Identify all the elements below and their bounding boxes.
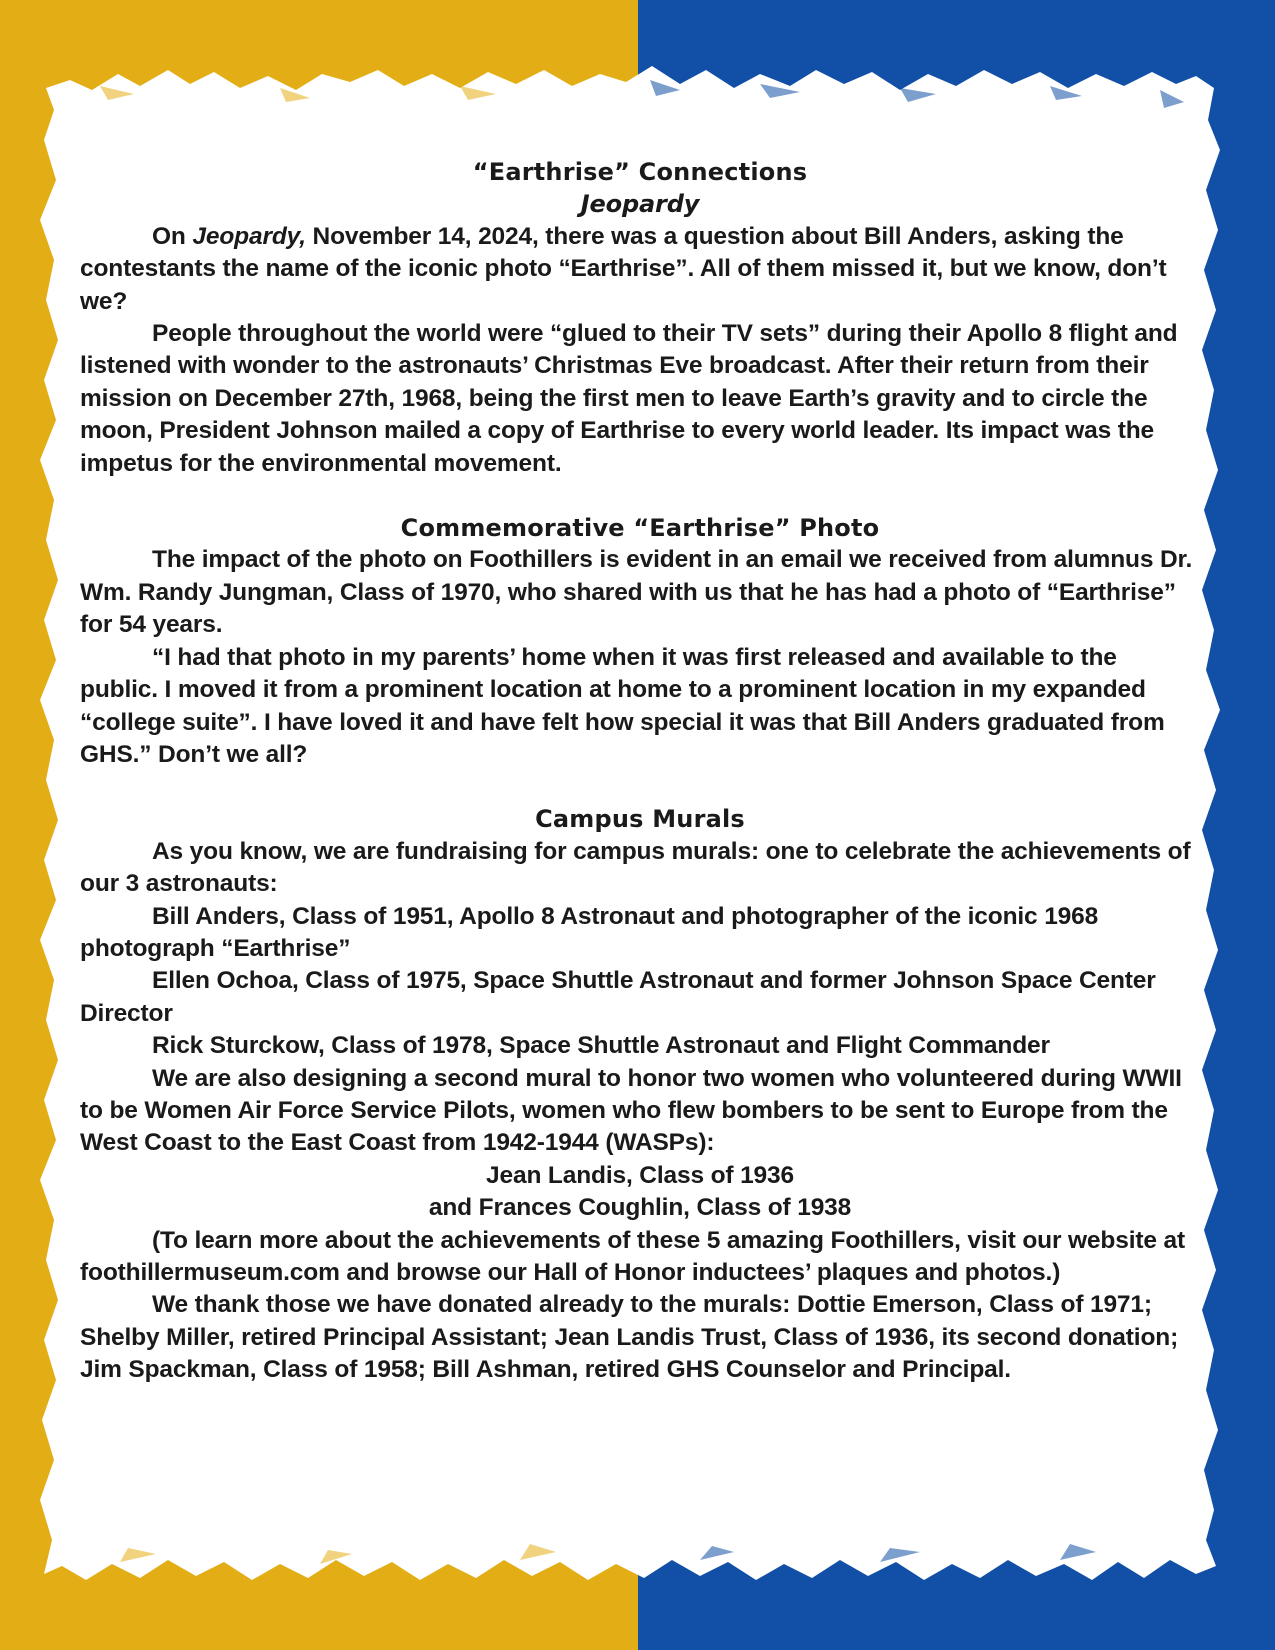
paragraph-wasps-mural: We are also designing a second mural to honor two women who volunteered during WWII to be Women Air Force Service Pilots, women who flew bombers to be sent to Europe from the West Coast to the East Coast from 1942-1944 (WASPs):	[80, 1064, 1182, 1157]
paragraph-donor-thanks: We thank those we have donated already to the murals: Dottie Emerson, Class of 1971; Shelby Miller, retired Principal Assistant; Jean Landis Trust, Class of 1936, its second donation; Jim Spackman, Class of 1958; Bill Ashman, retired GHS Counselor and Principal.	[80, 1291, 1179, 1384]
paragraph-text: On	[152, 222, 193, 250]
section-subtitle-jeopardy: Jeopardy	[580, 190, 700, 219]
newsletter-article	[80, 156, 1200, 1387]
section-title-campus-murals: Campus Murals	[535, 805, 745, 834]
paragraph-murals-intro: As you know, we are fundraising for campus murals: one to celebrate the achievements of our 3 astronauts:	[80, 837, 1191, 898]
paragraph-jungman-email: The impact of the photo on Foothillers is evident in an email we received from alumnus Dr. Wm. Randy Jungman, Class of 1970, who shared with us that he has had a photo of “Earthrise” for 54 years.	[80, 546, 1193, 639]
astronaut-item: Rick Sturckow, Class of 1978, Space Shuttle Astronaut and Flight Commander	[152, 1032, 1050, 1060]
paragraph-text: November 14, 2024, there was a question about Bill Anders, asking the contestants the name of the iconic photo “Earthrise”. All of them missed it, but we know, don’t we?	[80, 222, 1167, 315]
astronaut-item: Bill Anders, Class of 1951, Apollo 8 Astronaut and photographer of the iconic 1968 photograph “Earthrise”	[80, 902, 1099, 962]
section-title-earthrise-connections: “Earthrise” Connections	[472, 158, 808, 186]
paragraph-jeopardy-question	[80, 221, 1200, 318]
wasp-item: Jean Landis, Class of 1936	[486, 1161, 794, 1189]
show-title-italic: Jeopardy,	[192, 222, 306, 250]
paragraph-apollo-8-broadcast: People throughout the world were “glued to their TV sets” during their Apollo 8 flight and listened with wonder to the astronauts’ Christmas Eve broadcast. After their return from their mission on December 27th, 1968, being the first men to leave Earth’s gravity and to circle the moon, President Johnson mailed a copy of Earthrise to every world leader. Its impact was the impetus for the environmental movement.	[80, 320, 1178, 477]
paragraph-learn-more: (To learn more about the achievements of these 5 amazing Foothillers, visit our website at foothillermuseum.com and browse our Hall of Honor inductees’ plaques and photos.)	[80, 1226, 1185, 1286]
astronaut-item: Ellen Ochoa, Class of 1975, Space Shuttle Astronaut and former Johnson Space Center Director	[80, 967, 1156, 1027]
wasp-item: and Frances Coughlin, Class of 1938	[428, 1194, 852, 1222]
paragraph-jungman-quote: “I had that photo in my parents’ home when it was first released and available to the public. I moved it from a prominent location at home to a prominent location in my expanded “college suite”. I have loved it and have felt how special it was that Bill Anders graduated from GHS.” Don’t we all?	[80, 643, 1165, 768]
section-title-commemorative-photo: Commemorative “Earthrise” Photo	[400, 514, 880, 543]
